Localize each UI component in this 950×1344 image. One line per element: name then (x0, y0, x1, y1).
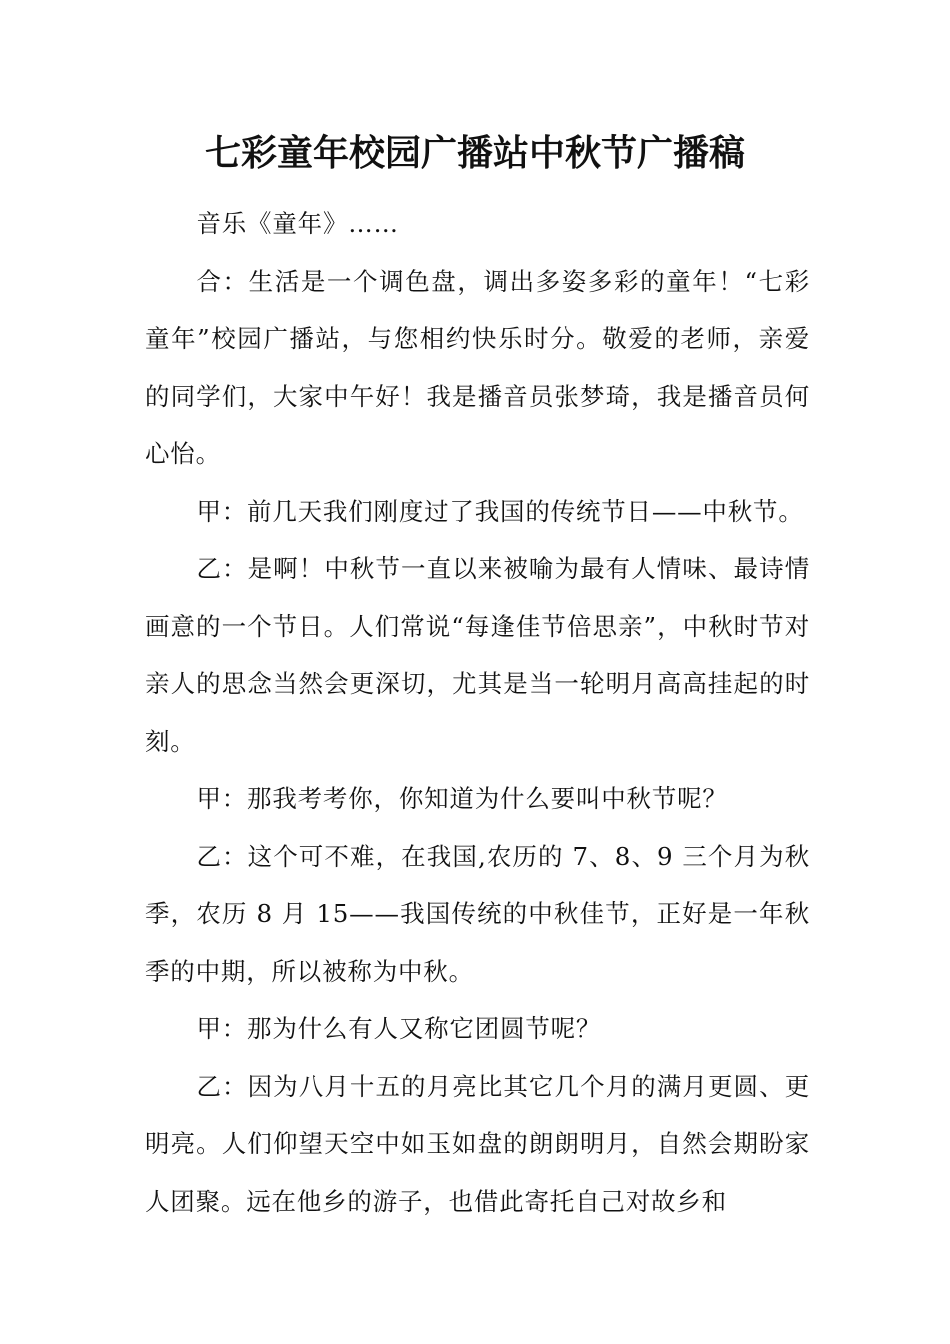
document-title: 七彩童年校园广播站中秋节广播稿 (204, 132, 745, 174)
paragraph-jia-2: 甲：那我考考你，你知道为什么要叫中秋节呢？ (196, 784, 728, 813)
paragraph-yi-3: 乙：因为八月十五的月亮比其它几个月的满月更圆、更明亮。人们仰望天空中如玉如盘的朗朗明月，自然会期盼家人团聚。远在他乡的游子，也借此寄托自己对故乡和 (145, 1071, 810, 1216)
document-body (145, 195, 810, 1230)
paragraph-yi-1: 乙：是啊！中秋节一直以来被喻为最有人情味、最诗情画意的一个节日。人们常说“每逢佳节倍思亲”，中秋时节对亲人的思念当然会更深切，尤其是当一轮明月高高挂起的时刻。 (145, 554, 810, 756)
paragraph-opening: 合：生活是一个调色盘，调出多姿多彩的童年！“七彩童年”校园广播站，与您相约快乐时分。敬爱的老师，亲爱的同学们，大家中午好！我是播音员张梦琦，我是播音员何心怡。 (145, 266, 810, 468)
paragraph-yi-2: 乙：这个可不难，在我国,农历的 7、8、9 三个月为秋季，农历 8 月 15——我国传统的中秋佳节，正好是一年秋季的中期，所以被称为中秋。 (145, 841, 810, 986)
paragraph-jia-1: 甲：前几天我们刚度过了我国的传统节日——中秋节。 (196, 496, 804, 526)
paragraph-jia-3: 甲：那为什么有人又称它团圆节呢？ (196, 1014, 602, 1043)
paragraph-music: 音乐《童年》…… (196, 209, 399, 238)
